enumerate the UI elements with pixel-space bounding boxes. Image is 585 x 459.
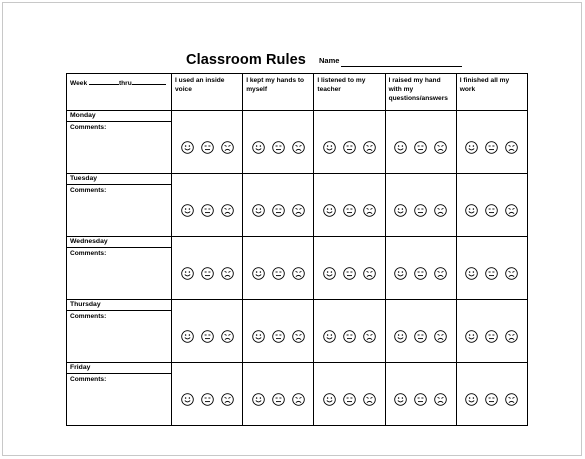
rating-cell [314,374,385,426]
rule-header-4: I raised my hand with my questions/answers [385,74,456,111]
day-row-spacer-cell [314,300,385,311]
smiley-face-icon[interactable] [394,330,407,343]
frowning-face-icon[interactable] [434,141,447,154]
frowning-face-icon[interactable] [434,267,447,280]
face-rating-group [314,122,384,174]
day-row-spacer-cell [172,363,243,374]
comment-row-friday [67,374,528,426]
day-label: Wednesday [67,237,172,248]
frowning-face-icon[interactable] [434,393,447,406]
frowning-face-icon[interactable] [434,204,447,217]
neutral-face-icon[interactable] [414,267,427,280]
neutral-face-icon[interactable] [485,141,498,154]
rating-cell [243,374,314,426]
face-rating-group [457,374,527,426]
rating-cell [243,311,314,363]
rule-header-2: I kept my hands to myself [243,74,314,111]
week-start-field[interactable] [89,77,119,85]
smiley-face-icon[interactable] [394,267,407,280]
smiley-face-icon[interactable] [394,393,407,406]
day-label: Tuesday [67,174,172,185]
neutral-face-icon[interactable] [201,393,214,406]
neutral-face-icon[interactable] [272,204,285,217]
frowning-face-icon[interactable] [363,267,376,280]
neutral-face-icon[interactable] [414,393,427,406]
day-row-spacer-cell [385,363,456,374]
rating-cell [456,311,527,363]
rating-cell [243,122,314,174]
comments-label: Comments: [70,187,107,194]
smiley-face-icon[interactable] [394,204,407,217]
day-row-spacer-cell [243,237,314,248]
rating-cell [243,248,314,300]
face-rating-group [457,248,527,300]
rating-cell [172,185,243,237]
face-rating-group [386,311,456,363]
neutral-face-icon[interactable] [201,141,214,154]
rating-cell [385,122,456,174]
comments-label: Comments: [70,313,107,320]
rating-cell [314,311,385,363]
day-label: Friday [67,363,172,374]
face-rating-group [172,311,242,363]
face-rating-group [243,248,313,300]
frowning-face-icon[interactable] [292,204,305,217]
behavior-chart-table [66,73,528,426]
rating-cell [456,374,527,426]
day-row-spacer-cell [456,363,527,374]
neutral-face-icon[interactable] [485,267,498,280]
smiley-face-icon[interactable] [181,141,194,154]
frowning-face-icon[interactable] [221,393,234,406]
day-row-spacer-cell [314,174,385,185]
smiley-face-icon[interactable] [252,141,265,154]
smiley-face-icon[interactable] [252,204,265,217]
comments-label: Comments: [70,124,107,131]
thru-label: thru [118,80,132,87]
frowning-face-icon[interactable] [292,267,305,280]
day-row-spacer-cell [385,111,456,122]
day-row-spacer-cell [385,237,456,248]
neutral-face-icon[interactable] [201,267,214,280]
frowning-face-icon[interactable] [434,330,447,343]
smiley-face-icon[interactable] [465,330,478,343]
frowning-face-icon[interactable] [221,204,234,217]
day-row-wednesday [67,237,528,248]
face-rating-group [457,185,527,237]
day-row-spacer-cell [172,300,243,311]
day-row-spacer-cell [456,300,527,311]
neutral-face-icon[interactable] [414,141,427,154]
neutral-face-icon[interactable] [272,141,285,154]
frowning-face-icon[interactable] [221,330,234,343]
face-rating-group [243,374,313,426]
comments-field[interactable] [67,122,172,174]
day-row-spacer-cell [243,363,314,374]
face-rating-group [386,122,456,174]
smiley-face-icon[interactable] [323,330,336,343]
face-rating-group [314,248,384,300]
day-row-spacer-cell [456,237,527,248]
rating-cell [172,311,243,363]
frowning-face-icon[interactable] [363,393,376,406]
face-rating-group [386,374,456,426]
smiley-face-icon[interactable] [181,393,194,406]
face-rating-group [172,248,242,300]
face-rating-group [243,311,313,363]
rule-header-1: I used an inside voice [172,74,243,111]
comment-row-monday [67,122,528,174]
comments-field[interactable] [67,374,172,426]
rating-cell [385,248,456,300]
page-title: Classroom Rules [186,52,306,68]
rating-cell [385,374,456,426]
comments-field[interactable] [67,185,172,237]
comment-row-wednesday [67,248,528,300]
rating-cell [314,185,385,237]
neutral-face-icon[interactable] [201,204,214,217]
day-row-spacer-cell [385,174,456,185]
smiley-face-icon[interactable] [465,267,478,280]
day-row-spacer-cell [314,111,385,122]
face-rating-group [172,374,242,426]
face-rating-group [457,122,527,174]
frowning-face-icon[interactable] [505,204,518,217]
day-row-tuesday [67,174,528,185]
day-label: Thursday [67,300,172,311]
rating-cell [243,185,314,237]
smiley-face-icon[interactable] [323,141,336,154]
day-row-spacer-cell [243,300,314,311]
smiley-face-icon[interactable] [181,204,194,217]
neutral-face-icon[interactable] [414,330,427,343]
face-rating-group [457,311,527,363]
neutral-face-icon[interactable] [485,330,498,343]
frowning-face-icon[interactable] [363,204,376,217]
day-row-spacer-cell [314,363,385,374]
rating-cell [172,248,243,300]
neutral-face-icon[interactable] [343,204,356,217]
day-row-spacer-cell [172,237,243,248]
comment-row-tuesday [67,185,528,237]
smiley-face-icon[interactable] [252,393,265,406]
rating-cell [385,311,456,363]
frowning-face-icon[interactable] [363,141,376,154]
smiley-face-icon[interactable] [252,330,265,343]
rule-header-3: I listened to my teacher [314,74,385,111]
frowning-face-icon[interactable] [292,330,305,343]
face-rating-group [386,248,456,300]
comments-label: Comments: [70,376,107,383]
day-row-spacer-cell [172,174,243,185]
smiley-face-icon[interactable] [181,330,194,343]
smiley-face-icon[interactable] [181,267,194,280]
rating-cell [314,122,385,174]
smiley-face-icon[interactable] [465,141,478,154]
face-rating-group [172,122,242,174]
frowning-face-icon[interactable] [292,141,305,154]
smiley-face-icon[interactable] [252,267,265,280]
face-rating-group [386,185,456,237]
day-row-spacer-cell [172,111,243,122]
day-row-spacer-cell [243,111,314,122]
frowning-face-icon[interactable] [505,393,518,406]
day-row-friday [67,363,528,374]
neutral-face-icon[interactable] [343,267,356,280]
neutral-face-icon[interactable] [272,267,285,280]
comments-field[interactable] [67,311,172,363]
day-row-spacer-cell [456,111,527,122]
neutral-face-icon[interactable] [272,393,285,406]
day-row-monday [67,111,528,122]
neutral-face-icon[interactable] [201,330,214,343]
neutral-face-icon[interactable] [485,204,498,217]
rating-cell [172,374,243,426]
comments-field[interactable] [67,248,172,300]
day-row-spacer-cell [314,237,385,248]
face-rating-group [314,185,384,237]
rating-cell [456,248,527,300]
neutral-face-icon[interactable] [343,393,356,406]
comment-row-thursday [67,311,528,363]
frowning-face-icon[interactable] [292,393,305,406]
week-label: Week [70,80,88,87]
smiley-face-icon[interactable] [323,267,336,280]
day-row-thursday [67,300,528,311]
neutral-face-icon[interactable] [343,141,356,154]
neutral-face-icon[interactable] [272,330,285,343]
rating-cell [172,122,243,174]
name-field[interactable] [341,66,462,67]
frowning-face-icon[interactable] [221,267,234,280]
rating-cell [385,185,456,237]
day-row-spacer-cell [385,300,456,311]
day-row-spacer-cell [243,174,314,185]
face-rating-group [314,311,384,363]
smiley-face-icon[interactable] [465,204,478,217]
frowning-face-icon[interactable] [505,141,518,154]
face-rating-group [314,374,384,426]
frowning-face-icon[interactable] [221,141,234,154]
neutral-face-icon[interactable] [343,330,356,343]
day-row-spacer-cell [456,174,527,185]
rating-cell [456,122,527,174]
face-rating-group [243,185,313,237]
neutral-face-icon[interactable] [485,393,498,406]
name-label: Name [319,56,340,65]
rating-cell [314,248,385,300]
week-range-cell [67,74,172,111]
smiley-face-icon[interactable] [323,393,336,406]
frowning-face-icon[interactable] [505,330,518,343]
rating-cell [456,185,527,237]
neutral-face-icon[interactable] [414,204,427,217]
day-label: Monday [67,111,172,122]
frowning-face-icon[interactable] [363,330,376,343]
smiley-face-icon[interactable] [394,141,407,154]
header-row [67,74,528,111]
week-end-field[interactable] [132,77,166,85]
smiley-face-icon[interactable] [323,204,336,217]
frowning-face-icon[interactable] [505,267,518,280]
face-rating-group [172,185,242,237]
smiley-face-icon[interactable] [465,393,478,406]
comments-label: Comments: [70,250,107,257]
face-rating-group [243,122,313,174]
rule-header-5: I finished all my work [456,74,527,111]
